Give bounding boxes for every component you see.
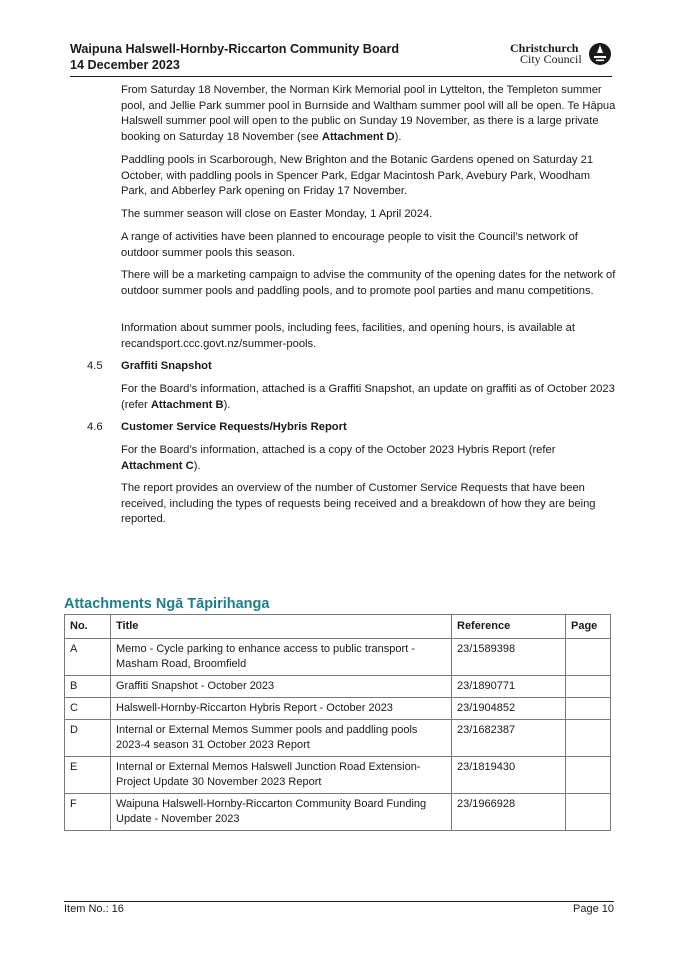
attachment-no: C — [65, 698, 111, 720]
logo-text-line2: City Council — [520, 52, 582, 66]
table-row — [65, 676, 611, 698]
paragraph-text: ). — [193, 459, 201, 472]
attachment-reference: 23/1819430 — [452, 757, 566, 794]
table-row — [65, 698, 611, 720]
attachment-reference: 23/1966928 — [452, 794, 566, 831]
attachment-reference: 23/1682387 — [452, 720, 566, 757]
attachment-title: Graffiti Snapshot - October 2023 — [111, 676, 452, 698]
page-header — [70, 41, 612, 73]
cathedral-logo-icon — [588, 42, 612, 66]
paragraph-paddling-pools: Paddling pools in Scarborough, New Brighton and the Botanic Gardens opened on Saturday 21 October, with paddling pools in Spencer Park, Edgar Macintosh Park, Avebury Park, Woodham Park, and Abberley Park opening on Friday 17 November. — [121, 154, 594, 198]
column-header-title: Title — [111, 615, 452, 639]
paragraph-pool-openings — [121, 83, 616, 145]
meeting-date: 14 December 2023 — [70, 58, 180, 72]
attachment-no: A — [65, 639, 111, 676]
attachment-reference: Attachment C — [121, 459, 194, 472]
paragraph-text: ). — [394, 130, 402, 143]
board-name: Waipuna Halswell-Hornby-Riccarton Community Board — [70, 42, 400, 56]
attachment-title: Internal or External Memos Summer pools and paddling pools 2023-4 season 31 October 2023 Report — [111, 720, 452, 757]
table-row — [65, 794, 611, 831]
header-divider — [70, 76, 612, 77]
attachment-page — [566, 794, 611, 831]
section-heading-hybris: Customer Service Requests/Hybris Report — [121, 421, 347, 433]
paragraph-text: For the Board’s information, attached is a Graffiti Snapshot, an update on graffiti as of October 2023 (refer — [121, 383, 615, 411]
attachment-no: B — [65, 676, 111, 698]
paragraph-graffiti — [121, 382, 616, 413]
section-number: 4.5 — [87, 360, 103, 372]
council-logo — [510, 41, 612, 71]
attachment-title: Internal or External Memos Halswell Junction Road Extension- Project Update 30 November 2023 Report — [111, 757, 452, 794]
attachment-reference: 23/1904852 — [452, 698, 566, 720]
logo-text-line1: Christchurch — [510, 41, 579, 55]
attachment-title: Memo - Cycle parking to enhance access to public transport - Masham Road, Broomfield — [111, 639, 452, 676]
attachment-reference: 23/1589398 — [452, 639, 566, 676]
section-heading-graffiti: Graffiti Snapshot — [121, 360, 212, 372]
paragraph-text: From Saturday 18 November, the Norman Kirk Memorial pool in Lyttelton, the Templeton summer pool, and Jellie Park summer pool in Burnside and Waltham summer pool will all be open. Te Hāpua Halswell summer pool will open to the public on Sunday 19 November, as there is a large private booking on Saturday 18 November (see — [121, 84, 616, 143]
paragraph-hybris — [121, 443, 616, 474]
attachment-page — [566, 676, 611, 698]
attachment-reference: Attachment B — [150, 398, 224, 411]
column-header-no: No. — [65, 615, 111, 639]
attachment-reference: 23/1890771 — [452, 676, 566, 698]
section-number: 4.6 — [87, 421, 103, 433]
attachment-page — [566, 720, 611, 757]
footer-page-number: Page 10 — [573, 903, 614, 915]
table-row — [65, 639, 611, 676]
footer-item-number: Item No.: 16 — [64, 903, 124, 915]
attachment-page — [566, 639, 611, 676]
attachment-no: D — [65, 720, 111, 757]
attachments-heading: Attachments Ngā Tāpirihanga — [64, 596, 270, 612]
attachment-page — [566, 698, 611, 720]
table-row — [65, 757, 611, 794]
table-row — [65, 720, 611, 757]
paragraph-activities: A range of activities have been planned to encourage people to visit the Council’s network of outdoor summer pools this season. — [121, 231, 578, 259]
attachment-page — [566, 757, 611, 794]
attachment-title: Waipuna Halswell-Hornby-Riccarton Community Board Funding Update - November 2023 — [111, 794, 452, 831]
table-header-row — [65, 615, 611, 639]
attachment-title: Halswell-Hornby-Riccarton Hybris Report - October 2023 — [111, 698, 452, 720]
attachment-no: F — [65, 794, 111, 831]
attachments-table — [64, 614, 611, 831]
paragraph-pool-info: Information about summer pools, including fees, facilities, and opening hours, is available at recandsport.ccc.govt.nz/summer-pools. — [121, 322, 575, 350]
attachment-no: E — [65, 757, 111, 794]
paragraph-marketing: There will be a marketing campaign to advise the community of the opening dates for the network of outdoor summer pools and paddling pools, and to promote pool parties and manu competitions. — [121, 269, 616, 297]
attachment-reference: Attachment D — [321, 130, 395, 143]
paragraph-season-close: The summer season will close on Easter Monday, 1 April 2024. — [121, 208, 433, 220]
column-header-page: Page — [566, 615, 611, 639]
paragraph-text: For the Board’s information, attached is a copy of the October 2023 Hybris Report (refer — [121, 444, 556, 456]
footer-divider — [64, 901, 614, 902]
paragraph-text: ). — [223, 398, 231, 411]
paragraph-hybris-overview: The report provides an overview of the number of Customer Service Requests that have been received, including the types of requests being received and a breakdown of how they are being reported. — [121, 482, 596, 526]
column-header-reference: Reference — [452, 615, 566, 639]
